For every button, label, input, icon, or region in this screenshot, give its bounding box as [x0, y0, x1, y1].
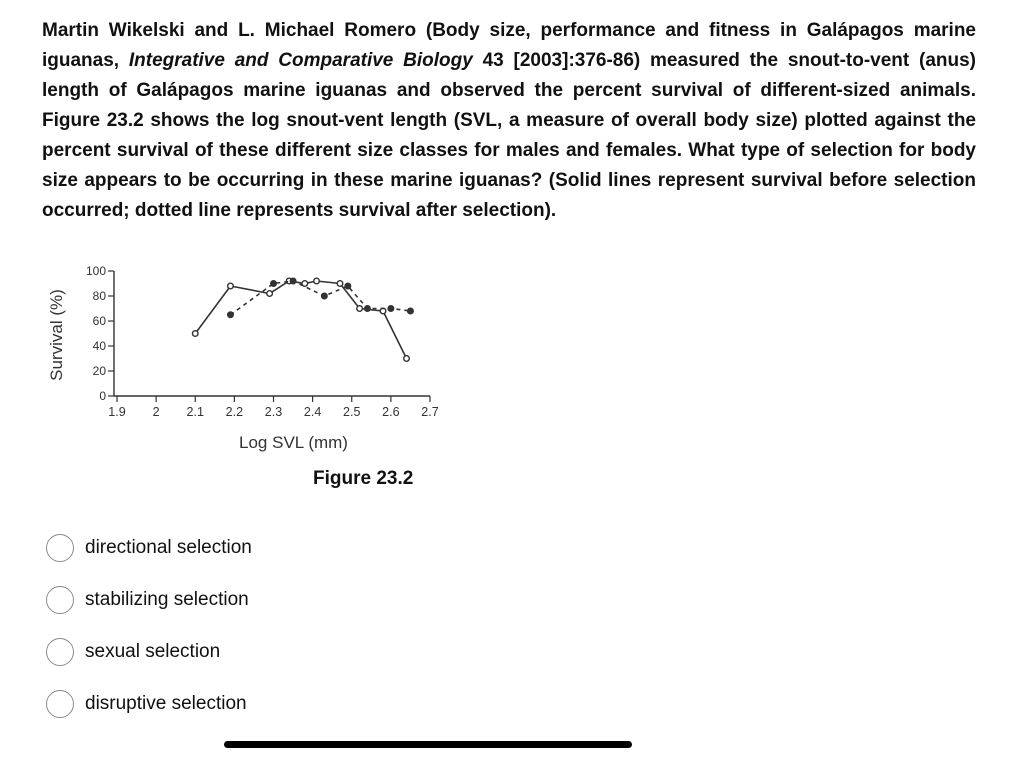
- y-tick-label: 60: [92, 314, 106, 328]
- before-selection-point: [228, 283, 234, 289]
- after-selection-point: [322, 293, 328, 299]
- x-tick-label: 2: [152, 405, 160, 419]
- option-label[interactable]: stabilizing selection: [85, 589, 249, 610]
- radio-button[interactable]: [46, 586, 74, 614]
- radio-button[interactable]: [46, 690, 74, 718]
- question-part2: 43 [2003]:376-86) measured the snout-to-vent (anus) length of Galápagos marine iguanas and observed the percent survival of different-sized animals. Figure 23.2 shows the log snout-vent length (SVL, a measure of overall body size) plotted against the percent survival of these different size classes for males and females. What type of selection for body size appears to be occurring in these marine iguanas? (Solid lines represent survival before selection occurred; dotted line represents survival after selection).: [42, 50, 976, 221]
- after-selection-point: [408, 308, 414, 314]
- after-selection-point: [388, 306, 394, 312]
- after-selection-point: [290, 278, 296, 284]
- after-selection-point: [365, 306, 371, 312]
- figure-23-2: [40, 262, 460, 492]
- x-tick-label: 2.6: [382, 405, 400, 419]
- before-selection-point: [357, 306, 363, 312]
- option-sexual-selection[interactable]: [46, 636, 220, 668]
- solid-survival-line: [195, 281, 406, 359]
- figure-caption: Figure 23.2: [313, 468, 414, 489]
- question-text: [42, 16, 976, 226]
- y-tick-label: 80: [92, 289, 106, 303]
- option-disruptive-selection[interactable]: [46, 688, 247, 720]
- x-axis-label: Log SVL (mm): [239, 433, 348, 452]
- option-label[interactable]: disruptive selection: [85, 693, 247, 714]
- y-tick-label: 100: [85, 264, 106, 278]
- option-directional-selection[interactable]: [46, 532, 252, 564]
- journal-title: Integrative and Comparative Biology: [128, 50, 473, 71]
- x-tick-label: 2.4: [303, 405, 322, 419]
- after-selection-point: [228, 312, 234, 318]
- y-tick-label: 40: [92, 339, 106, 353]
- radio-button[interactable]: [46, 534, 74, 562]
- y-axis-label: Survival (%): [47, 289, 66, 381]
- x-tick-label: 2.3: [264, 405, 283, 419]
- question-part1: Martin Wikelski and L. Michael Romero (Body size, performance and fitness in Galápagos marine iguanas,: [42, 20, 976, 71]
- after-selection-point: [271, 281, 277, 287]
- option-label[interactable]: directional selection: [85, 537, 252, 558]
- x-tick-label: 2.2: [225, 405, 244, 419]
- survival-chart: [40, 262, 460, 492]
- x-tick-label: 2.1: [186, 405, 204, 419]
- before-selection-point: [404, 356, 410, 362]
- before-selection-point: [337, 281, 343, 287]
- before-selection-point: [267, 291, 273, 297]
- option-label[interactable]: sexual selection: [85, 641, 221, 662]
- home-indicator[interactable]: [224, 741, 632, 748]
- option-stabilizing-selection[interactable]: [46, 584, 249, 616]
- y-tick-label: 20: [92, 364, 106, 378]
- before-selection-point: [314, 278, 320, 284]
- before-selection-point: [192, 331, 198, 337]
- x-tick-label: 2.5: [343, 405, 361, 419]
- y-tick-label: 0: [99, 389, 106, 403]
- x-tick-label: 2.7: [421, 405, 439, 419]
- radio-button[interactable]: [46, 638, 74, 666]
- after-selection-point: [345, 283, 351, 289]
- x-tick-label: 1.9: [108, 405, 126, 419]
